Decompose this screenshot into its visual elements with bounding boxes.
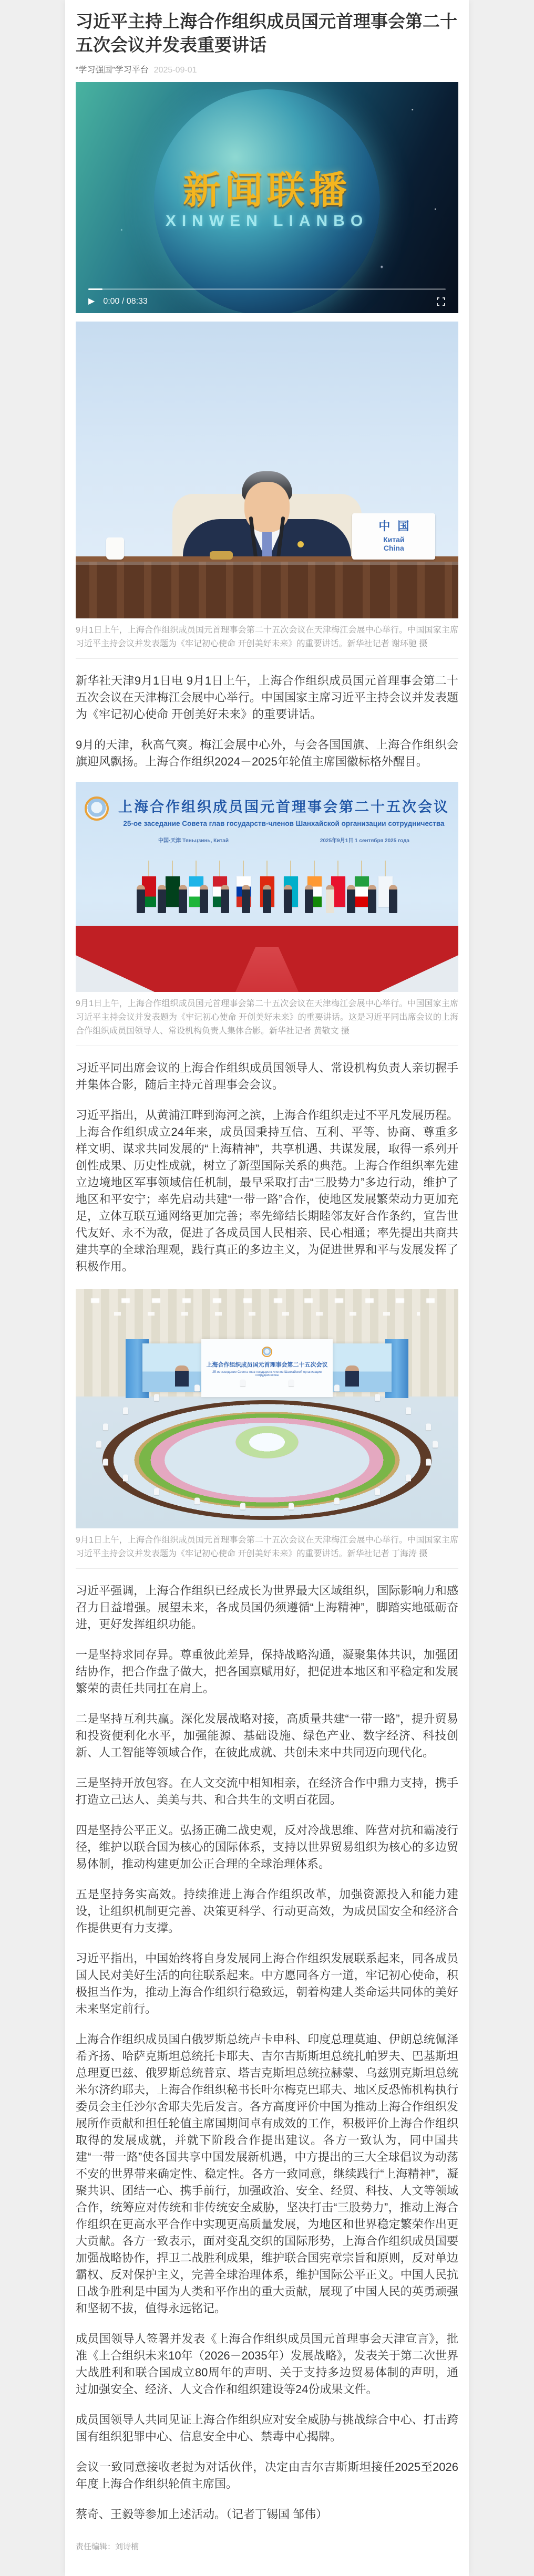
banner-subtitle: 25-ое заседание Совета глав государств-членов Шанхайской организации сотрудничества [123,820,445,827]
video-controls [88,294,446,309]
banner-title: 上海合作组织成员国元首理事会第二十五次会议 [118,799,449,815]
play-icon[interactable]: ▶ [88,297,95,306]
sco-logo-icon [85,796,109,821]
round-table-graphic [102,1400,432,1520]
paragraph: 新华社天津9月1日电 9月1日上午，上海合作组织成员国元首理事会第二十五次会议在天津梅江会展中心举行。中国国家主席习近平主持会议并发表题为《牢记初心使命 开创美好未来》的重要讲话。 [76,674,458,721]
photo3-caption: 9月1日上午，上海合作组织成员国元首理事会第二十五次会议在天津梅江会展中心举行。中国国家主席习近平主持会议并发表题为《牢记初心使命 开创美好未来》的重要讲话。新华社记者 丁海涛 摄 [76,1536,458,1558]
video-progress-played [88,288,102,290]
red-carpet-graphic [76,926,458,992]
paragraph: 习近平指出，从黄浦江畔到海河之滨，上海合作组织走过不平凡发展历程。上海合作组织成立24年来，成员国秉持互信、互利、平等、协商、尊重多样文明、谋求共同发展的“上海精神”，共享机遇、共谋发展，取得一系列开创性成果、历史性成就，树立了新型国际关系的典范。上海合作组织率先建立边境地区军事领域信任机制，最早采取打击“三股势力”多边行动，维护了地区和平安宁；率先启动共建“一带一路”合作，使地区发展繁荣动力更加充足，立体互联互通网络更加完善；率先缔结长期睦邻友好合作条约，宣告世代友好、永不为敌，促进了各成员国人民相亲、民心相通；率先提出共商共建共享的全球治理观，践行真正的多边主义，为促进世界和平与发展发挥了积极作用。 [76,1109,458,1273]
paragraph: 蔡奇、王毅等参加上述活动。（记者丁锡国 邹伟） [76,2508,328,2521]
article-card [65,0,469,2576]
paragraph: 三是坚持开放包容。在人文交流中相知相亲，在经济合作中鼎力支持，携手打造立己达人、美美与共、和合共生的文明百花园。 [76,1776,458,1806]
paragraph: 四是坚持公平正义。弘扬正确二战史观，反对冷战思维、阵营对抗和霸凌行径，维护以联合国为核心的国际体系，支持以世界贸易组织为核心的多边贸易体制，推动构建更加公正合理的全球治理体系。 [76,1824,458,1870]
paragraph: 成员国领导人共同见证上海合作组织应对安全威胁与挑战综合中心、打击跨国有组织犯罪中心、信息安全中心、禁毒中心揭牌。 [76,2413,458,2443]
banner-details [139,836,428,844]
nameplate-ru: Китай [383,535,405,544]
paragraph: 一是坚持求同存异。尊重彼此差异，保持战略沟通，凝聚集体共识，加强团结协作，把合作盘子做大，把各国禀赋用好，把促进本地区和平稳定和发展繁荣的责任共同扛在肩上。 [76,1648,458,1695]
carpet-walkway-graphic [235,947,299,992]
paragraph: 习近平强调，上海合作组织已经成长为世界最大区域组织，国际影响力和感召力日益增强。展望未来，各成员国仍须遵循“上海精神”，脚踏实地砥砺奋进，更好发挥组织功能。 [76,1584,458,1631]
leaders-row [76,885,458,913]
photo1-caption: 9月1日上午，上海合作组织成员国元首理事会第二十五次会议在天津梅江会展中心举行。中国国家主席习近平主持会议并发表题为《牢记初心使命 开创美好未来》的重要讲话。新华社记者 谢环驰 摄 [76,626,458,648]
paragraph: 9月的天津，秋高气爽。梅江会展中心外，与会各国国旗、上海合作组织会旗迎风飘扬。上海合作组织2024－2025年轮值主席国徽标格外醒目。 [76,738,458,768]
ceiling-lights-graphic [114,1312,420,1316]
divider [76,1568,458,1569]
video-progress-bar[interactable] [88,288,446,290]
floral-emblem-graphic [235,1426,299,1458]
nameplate [352,513,435,560]
article-date: 2025-09-01 [153,66,197,75]
divider [76,658,458,659]
screen-title: 上海合作组织成员国元首理事会第二十五次会议 [206,1362,328,1368]
screen-subtitle: 25-ое заседание Совета глав государств-членов Шанхайской организации сотрудничества [212,1371,322,1377]
paragraph: 习近平指出，中国始终将自身发展同上海合作组织发展联系起来，同各成员国人民对美好生活的向往联系起来。中方愿同各方一道，牢记初心使命，积极担当作为，推动上海合作组织行稳致远，朝着构建人类命运共同体的美好未来坚定前行。 [76,1952,458,2015]
nameplate-en: China [383,544,404,552]
photo2-caption: 9月1日上午，上海合作组织成员国元首理事会第二十五次会议在天津梅江会展中心举行。中国国家主席习近平主持会议并发表题为《牢记初心使命 开创美好未来》的重要讲话。这是习近平同出席会议的上海合作组织成员国领导人、常设机构负责人集体合影。新华社记者 黄敬文 摄 [76,999,458,1036]
banner-titles [118,795,449,844]
banner-date: 2025年9月1日 1 сентября 2025 года [320,838,409,844]
photo-group-photo[interactable] [76,782,458,992]
article-title: 习近平主持上海合作组织成员国元首理事会第二十五次会议并发表重要讲话 [76,12,457,55]
article-meta [76,63,458,75]
banner-location: 中国·天津 Тяньцзинь, Китай [158,838,229,844]
sco-logo-icon [262,1347,272,1357]
gavel-graphic [210,551,233,560]
photo-xi-speaking[interactable] [76,322,458,618]
paragraph: 五是坚持务实高效。持续推进上海合作组织改革，加强资源投入和能力建设，让组织机制更完善、决策更科学、行动更高效，为成员国安全和经济合作提供更有力支撑。 [76,1888,458,1934]
article-source: “学习强国”学习平台 [76,66,149,75]
desk-graphic [76,556,458,618]
photo-roundtable-hall[interactable] [76,1289,458,1528]
video-title-overlay: 新闻联播 [182,170,351,212]
nameplate-cn: 中国 [378,520,417,533]
paragraph: 上海合作组织成员国白俄罗斯总统卢卡申科、印度总理莫迪、伊朗总统佩泽希齐扬、哈萨克斯坦总统托卡耶夫、吉尔吉斯斯坦总统扎帕罗夫、巴基斯坦总理夏巴兹、俄罗斯总统普京、塔吉克斯坦总统拉赫蒙、乌兹别克斯坦总统米尔济约耶夫，上海合作组织秘书长叶尔梅克巴耶夫、地区反恐怖机构执行委员会主任沙尔舍耶夫先后发言。各方高度评价中国为推动上海合作组织发展所作贡献和担任轮值主席国期间卓有成效的工作，积极评价上海合作组织取得的发展成就，并就下阶段合作提出建议。各方一致认为，同中国共建“一带一路”使各国共享中国发展新机遇，中方提出的三大全球倡议为动荡不安的世界带来确定性、稳定性。各方一致同意，继续践行“上海精神”，凝聚共识、团结一心、携手前行，加强政治、安全、经贸、科技、人文等领域合作，统筹应对传统和非传统安全威胁，坚决打击“三股势力”，推动上海合作组织在更高水平合作中实现更高质量发展，为地区和世界稳定繁荣作出更大贡献。各方一致表示，面对变乱交织的国际形势，上海合作组织成员国要加强战略协作，捍卫二战胜利成果，维护联合国宪章宗旨和原则，反对单边霸权、反对保护主义，完善全球治理体系，维护国际公平正义。中国人民抗日战争胜利是中国为人类和平作出的重大贡献，展现了中国人民的英勇顽强和坚韧不拔，值得永远铭记。 [76,2033,458,2315]
teacup-graphic [106,537,124,560]
center-screen [201,1339,333,1397]
editor-note: 责任编辑：刘诗楠 [76,2542,139,2551]
fullscreen-icon[interactable] [436,297,446,306]
video-time: 0:00 / 08:33 [103,297,148,306]
video-player[interactable] [76,82,458,313]
paragraph: 会议一致同意接收老挝为对话伙伴，决定由吉尔吉斯斯坦接任2025至2026年度上海合作组织轮值主席国。 [76,2460,458,2490]
video-subtitle-overlay: XINWEN LIANBO [165,212,369,230]
ceiling-lights-graphic [91,1298,443,1303]
paragraph: 成员国领导人签署并发表《上海合作组织成员国元首理事会天津宣言》，批准《上合组织未来10年（2026－2035年）发展战略》，发表关于第二次世界大战胜利和联合国成立80周年的声明、关于支持多边贸易体制的声明，通过加强安全、经济、人文合作和组织建设等24份成果文件。 [76,2332,458,2396]
paragraph: 习近平同出席会议的上海合作组织成员国领导人、常设机构负责人亲切握手并集体合影，随后主持元首理事会会议。 [76,1061,458,1091]
paragraph: 二是坚持互利共赢。深化发展战略对接，高质量共建“一带一路”，提升贸易和投资便利化水平，加强能源、基础设施、绿色产业、数字经济、科技创新、人工智能等领域合作，在彼此成就、共创未来中共同迈向现代化。 [76,1712,458,1759]
backdrop-banner [76,795,458,844]
